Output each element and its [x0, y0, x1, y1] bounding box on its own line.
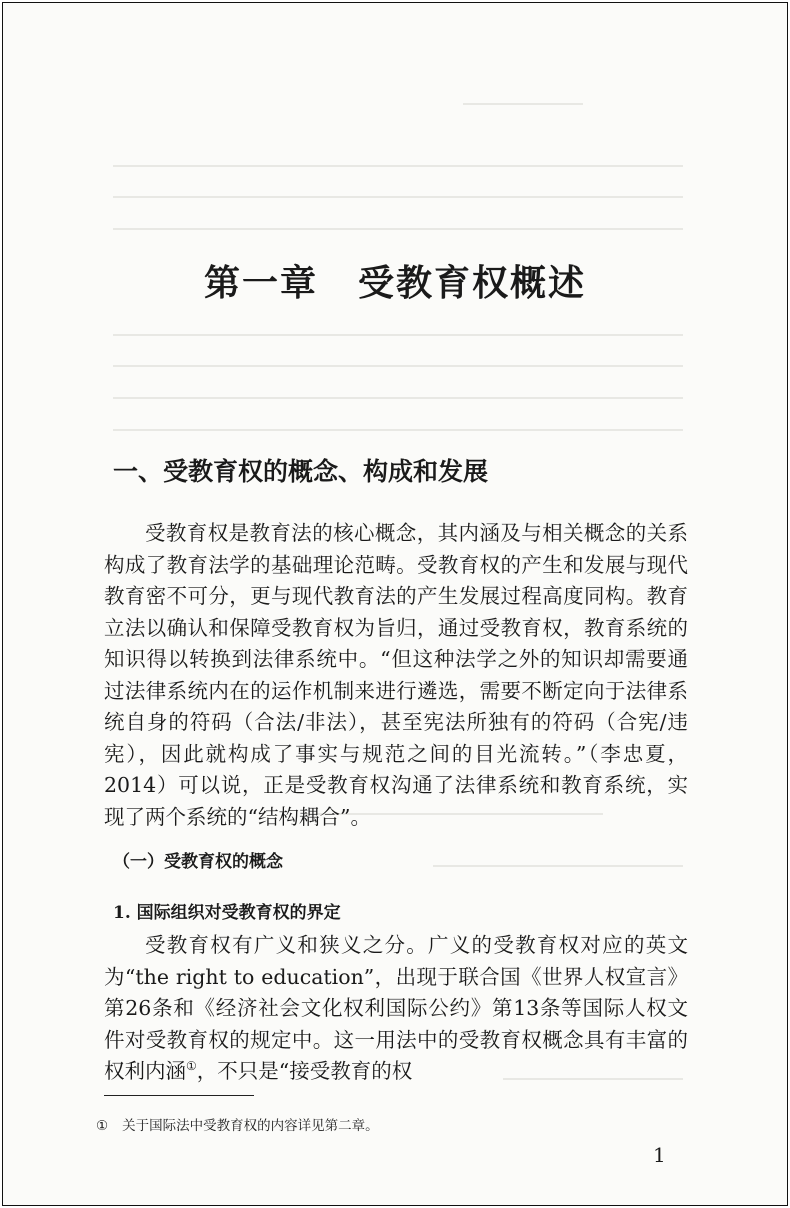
bleed-through-line: [463, 103, 583, 105]
page-number: 1: [653, 1143, 666, 1167]
chapter-number: 第一章: [203, 263, 318, 304]
subsection-title: （一）受教育权的概念: [113, 852, 283, 872]
chapter-title: [3, 255, 787, 306]
body-paragraph-1: 受教育权是教育法的核心概念，其内涵及与相关概念的关系构成了教育法学的基础理论范畴。受教育权的产生和发展与现代教育密不可分，更与现代教育法的产生发展过程高度同构。教育立法以确认和保障受教育权为旨归，通过受教育权，教育系统的知识得以转换到法律系统中。“但这种法学之外的知识却需要通过法律系统内在的运作机制来进行遴选，需要不断定向于法律系统自身的符码（合法/非法），甚至宪法所独有的符码（合宪/违宪），因此就构成了事实与规范之间的目光流转。”（李忠夏，2014）可以说，正是受教育权沟通了法律系统和教育系统，实现了两个系统的“结构耦合”。: [104, 521, 688, 829]
bleed-through-line: [113, 429, 683, 431]
bleed-through-line: [113, 397, 683, 399]
section-title: 一、受教育权的概念、构成和发展: [113, 457, 489, 486]
footnote-divider: [104, 1095, 254, 1096]
bleed-through-line: [113, 165, 683, 167]
paragraph-2-continuation: ，不只是“接受教育的权: [196, 1059, 413, 1083]
bleed-through-line: [113, 196, 683, 198]
footnote-reference[interactable]: ①: [186, 1059, 197, 1074]
bleed-through-line: [113, 334, 683, 336]
bleed-through-line: [113, 228, 683, 230]
bleed-through-line: [433, 865, 683, 867]
item-title: 1. 国际组织对受教育权的界定: [113, 903, 341, 923]
bleed-through-line: [113, 365, 683, 367]
footnote: [96, 1114, 379, 1134]
body-paragraph-2: [104, 930, 688, 1088]
paragraph-2-text: 受教育权有广义和狭义之分。广义的受教育权对应的英文为“the right to education”，出现于联合国《世界人权宣言》第26条和《经济社会文化权利国际公约》第13条等国际人权文件对受教育权的规定中。这一用法中的受教育权概念具有丰富的权利内涵: [104, 933, 688, 1083]
book-page: [2, 2, 788, 1206]
chapter-name: 受教育权概述: [358, 263, 587, 304]
footnote-mark: ①: [96, 1118, 109, 1134]
footnote-text: 关于国际法中受教育权的内容详见第二章。: [122, 1118, 379, 1134]
